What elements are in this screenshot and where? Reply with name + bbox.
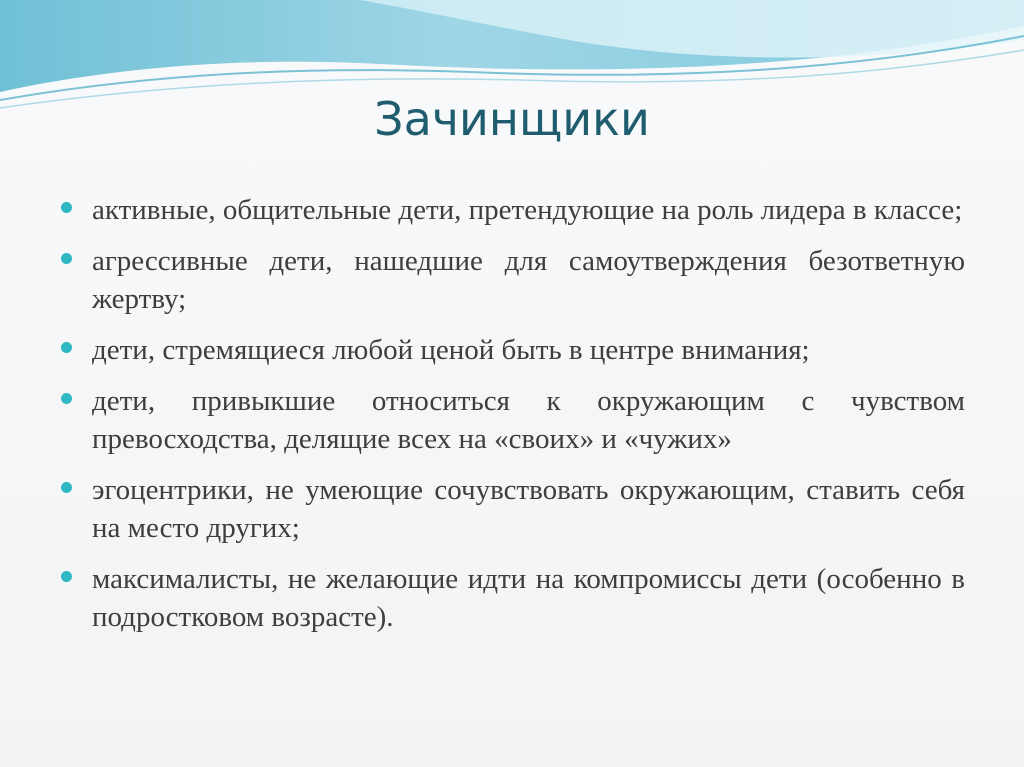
slide-title: Зачинщики: [374, 92, 650, 146]
bullet-item: [60, 242, 965, 318]
bullet-item: [60, 331, 965, 369]
bullet-text: максималисты, не желающие идти на компромиссы дети (особенно в подростковом возрасте).: [92, 563, 965, 633]
bullet-text: эгоцентрики, не умеющие сочувствовать окружающим, ставить себя на место других;: [92, 474, 965, 544]
bullet-dot-icon: [61, 342, 72, 353]
bullet-dot-icon: [61, 253, 72, 264]
bullet-dot-icon: [61, 482, 72, 493]
bullet-dot-icon: [61, 202, 72, 213]
bullet-item: [60, 560, 965, 636]
bullet-item: [60, 471, 965, 547]
bullet-list: [60, 191, 965, 649]
bullet-text: дети, привыкшие относиться к окружающим с чувством превосходства, делящие всех на «своих» и «чужих»: [92, 385, 965, 455]
bullet-item: [60, 191, 965, 229]
bullet-dot-icon: [61, 571, 72, 582]
bullet-dot-icon: [61, 393, 72, 404]
bullet-text: активные, общительные дети, претендующие на роль лидера в классе;: [92, 194, 963, 226]
bullet-text: дети, стремящиеся любой ценой быть в центре внимания;: [92, 334, 810, 366]
bullet-text: агрессивные дети, нашедшие для самоутверждения безответную жертву;: [92, 245, 965, 315]
bullet-item: [60, 382, 965, 458]
